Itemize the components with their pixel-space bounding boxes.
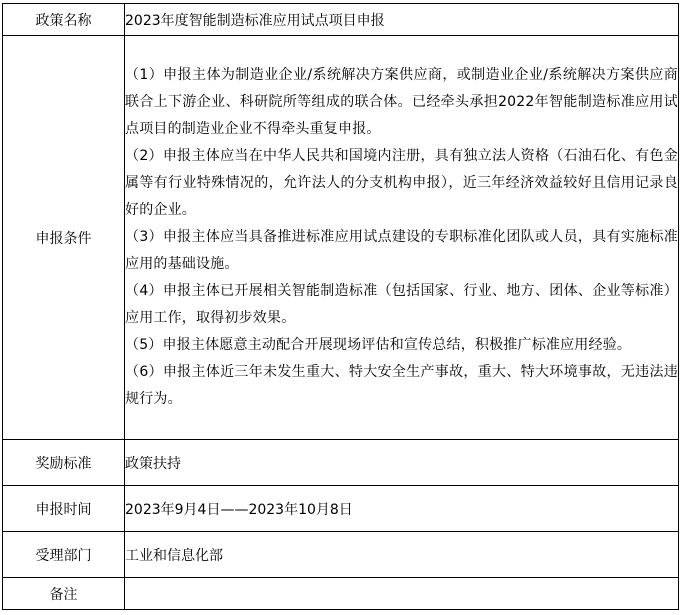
apply-time-value: 2023年9月4日——2023年10月8日: [125, 486, 679, 532]
condition-item-5: （5）申报主体愿意主动配合开展现场评估和宣传总结，积极推广标准应用经验。: [125, 337, 632, 353]
department-value: 工业和信息化部: [125, 532, 679, 578]
condition-item-1: （1）申报主体为制造业企业/系统解决方案供应商，或制造业企业/系统解决方案供应商联合上下游企业、科研院所等组成的联合体。已经牵头承担2022年智能制造标准应用试点项目的制造业企业不得牵头重复申报。: [125, 67, 678, 137]
apply-time-label: 申报时间: [3, 486, 125, 532]
policy-name-value: 2023年度智能制造标准应用试点项目申报: [125, 4, 679, 36]
condition-item-2: （2）申报主体应当在中华人民共和国境内注册，具有独立法人资格（石油石化、有色金属等有行业特殊情况的，允许法人的分支机构申报），近三年经济效益较好且信用记录良好的企业。: [125, 148, 678, 218]
row-reward: [3, 440, 679, 486]
condition-item-6: （6）申报主体近三年未发生重大、特大安全生产事故，重大、特大环境事故，无违法违规行为。: [125, 364, 678, 407]
remarks-label: 备注: [3, 578, 125, 610]
department-label: 受理部门: [3, 532, 125, 578]
row-policy-name: [3, 4, 679, 36]
remarks-value: [125, 578, 679, 610]
row-conditions: [3, 36, 679, 440]
condition-item-4: （4）申报主体已开展相关智能制造标准（包括国家、行业、地方、团体、企业等标准）应用工作，取得初步效果。: [125, 283, 678, 326]
reward-label: 奖励标准: [3, 440, 125, 486]
row-apply-time: [3, 486, 679, 532]
row-department: [3, 532, 679, 578]
condition-item-3: （3）申报主体应当具备推进标准应用试点建设的专职标准化团队或人员，具有实施标准应用的基础设施。: [125, 229, 678, 272]
conditions-list: [125, 36, 679, 440]
reward-value: 政策扶持: [125, 440, 679, 486]
policy-name-label: 政策名称: [3, 4, 125, 36]
row-remarks: [3, 578, 679, 610]
policy-table: [2, 3, 679, 610]
conditions-label: 申报条件: [3, 36, 125, 440]
